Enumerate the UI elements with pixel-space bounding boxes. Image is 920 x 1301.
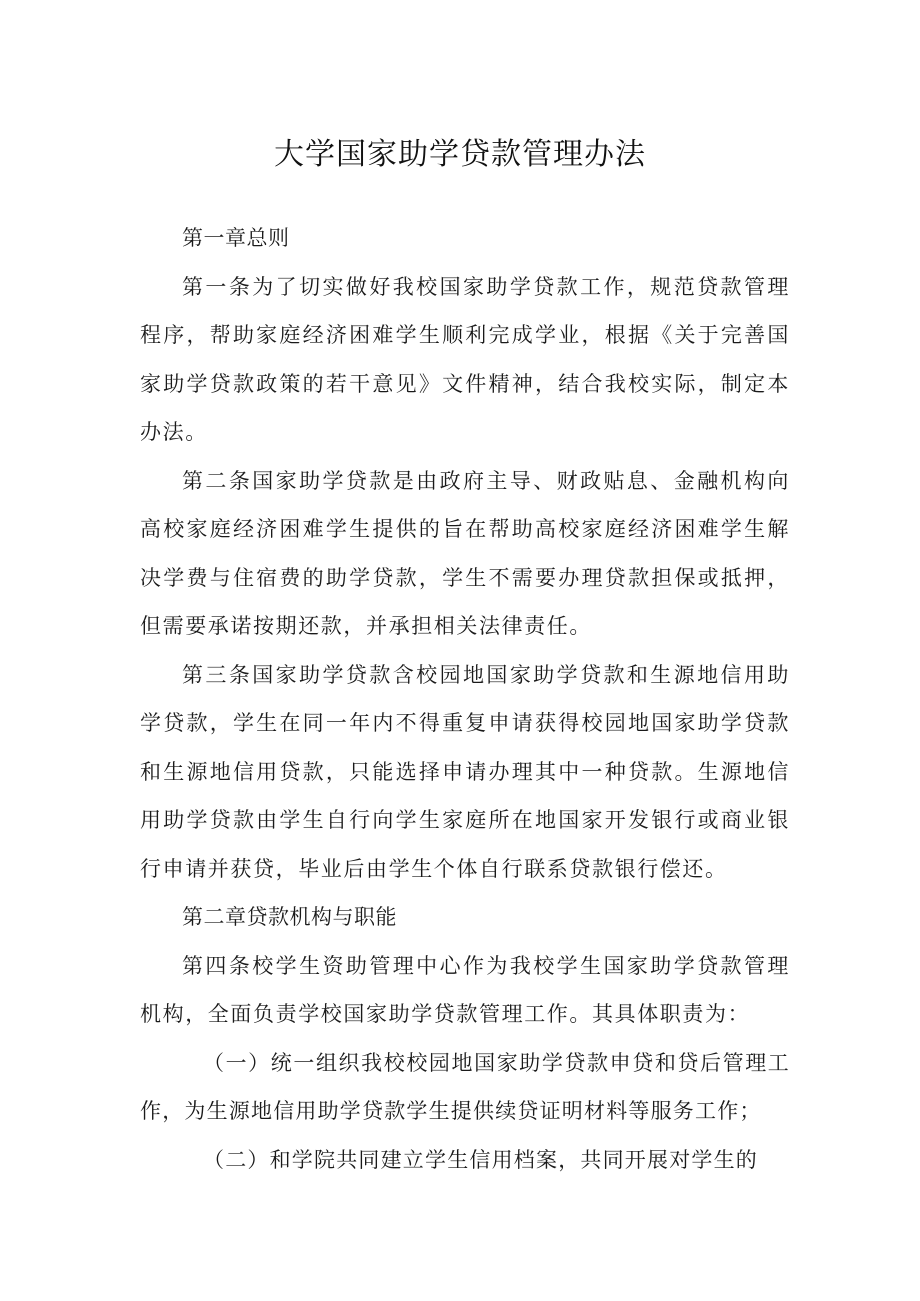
chapter-heading: 第二章贷款机构与职能 xyxy=(182,905,397,929)
article-paragraph: 第一条为了切实做好我校国家助学贷款工作，规范贷款管理程序，帮助家庭经济困难学生顺利完成学业，根据《关于完善国家助学贷款政策的若干意见》文件精神，结合我校实际，制定本办法。 xyxy=(140,274,790,444)
document-body xyxy=(140,214,790,1184)
article-paragraph: 第二条国家助学贷款是由政府主导、财政贴息、金融机构向高校家庭经济困难学生提供的旨在帮助高校家庭经济困难学生解决学费与住宿费的助学贷款，学生不需要办理贷款担保或抵押，但需要承诺按期还款，并承担相关法律责任。 xyxy=(140,468,790,638)
list-item-paragraph: （二）和学院共同建立学生信用档案，共同开展对学生的 xyxy=(203,1147,758,1172)
article-paragraph: 第三条国家助学贷款含校园地国家助学贷款和生源地信用助学贷款，学生在同一年内不得重复申请获得校园地国家助学贷款和生源地信用贷款，只能选择申请办理其中一种贷款。生源地信用助学贷款由学生自行向学生家庭所在地国家开发银行或商业银行申请并获贷，毕业后由学生个体自行联系贷款银行偿还。 xyxy=(140,662,790,881)
list-item-paragraph: （一）统一组织我校校园地国家助学贷款申贷和贷后管理工作，为生源地信用助学贷款学生提供续贷证明材料等服务工作； xyxy=(140,1050,790,1123)
document-title: 大学国家助学贷款管理办法 xyxy=(274,137,646,172)
chapter-heading: 第一章总则 xyxy=(182,226,290,250)
article-paragraph: 第四条校学生资助管理中心作为我校学生国家助学贷款管理机构，全面负责学校国家助学贷款管理工作。其具体职责为： xyxy=(140,953,790,1026)
